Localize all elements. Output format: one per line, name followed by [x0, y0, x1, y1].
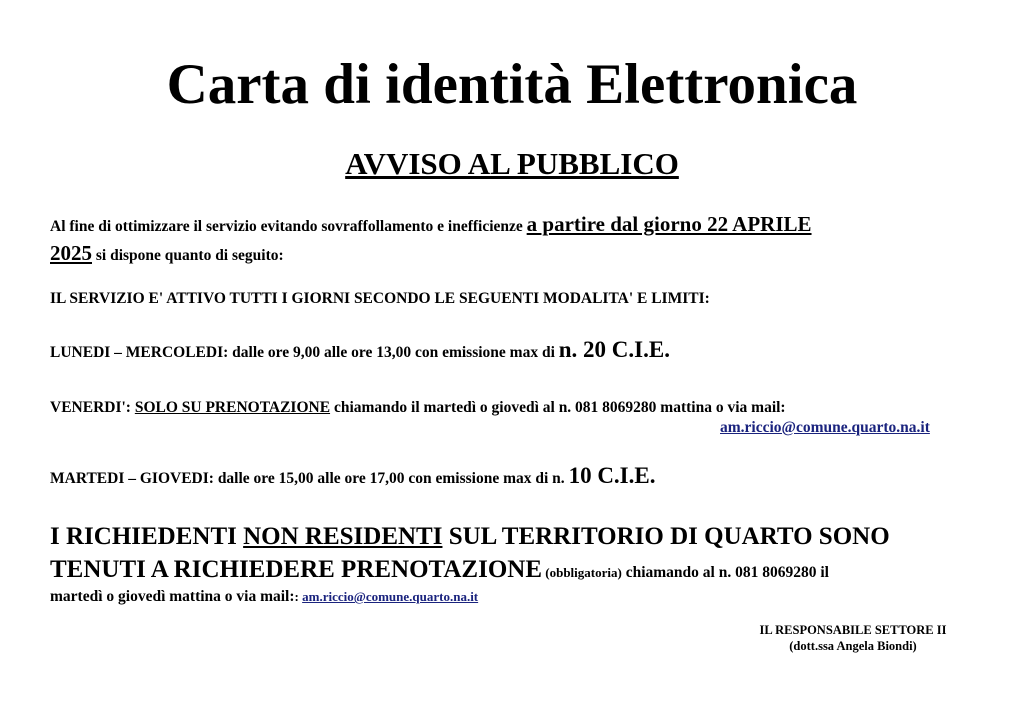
nonresident-text-b: SUL TERRITORIO DI QUARTO SONO	[442, 523, 890, 550]
nonresident-line-2	[50, 555, 829, 588]
tuesday-thursday-line	[50, 463, 656, 489]
tuesday-text: MARTEDI – GIOVEDI: dalle ore 15,00 alle ore 17,00 con emissione max di n.	[50, 470, 569, 487]
start-year-highlight: 2025	[50, 241, 92, 265]
friday-line	[50, 398, 786, 418]
friday-email-line	[720, 418, 930, 438]
signature-name: (dott.ssa Angela Biondi)	[789, 639, 917, 653]
monday-count: n. 20 C.I.E.	[558, 337, 670, 362]
nonresident-mandatory: (obbligatoria)	[542, 565, 622, 580]
notice-heading: AVVISO AL PUBBLICO	[345, 146, 679, 181]
intro-line-1	[50, 214, 812, 237]
intro-text: Al fine di ottimizzare il servizio evitando sovraffollamento e inefficienze	[50, 218, 527, 235]
intro-line-2	[50, 243, 284, 266]
monday-text: LUNEDI – MERCOLEDI: dalle ore 9,00 alle ore 13,00 con emissione max di	[50, 344, 559, 361]
friday-text: chiamando il martedì o giovedì al n. 081 8069280 mattina o via mail:	[330, 399, 786, 416]
friday-email-link[interactable]: am.riccio@comune.quarto.na.it	[720, 419, 930, 436]
nonresident-line-1	[50, 522, 890, 552]
nonresident-text-a: I RICHIEDENTI	[50, 523, 244, 550]
nonresident-booking: TENUTI A RICHIEDERE PRENOTAZIONE	[50, 556, 543, 583]
service-line: IL SERVIZIO E' ATTIVO TUTTI I GIORNI SECONDO LE SEGUENTI MODALITA' E LIMITI:	[50, 290, 710, 307]
intro-text-2: si dispone quanto di seguito:	[92, 247, 284, 264]
tuesday-count: 10 C.I.E.	[568, 463, 656, 488]
signature-role: IL RESPONSABILE SETTORE II	[759, 623, 947, 637]
nonresident-email-link[interactable]: am.riccio@comune.quarto.na.it	[302, 589, 479, 604]
start-date-highlight: a partire dal giorno 22 APRILE	[526, 212, 812, 236]
nonresident-phone-text: chiamando al n. 081 8069280 il	[621, 564, 829, 581]
page-title: Carta di identità Elettronica	[166, 53, 858, 116]
nonresident-underlined: NON RESIDENTI	[243, 523, 443, 550]
nonresident-mail-text: martedì o giovedì mattina o via mail:	[50, 588, 295, 605]
nonresident-line-3	[50, 587, 478, 607]
nonresident-mail-separator: :	[294, 589, 303, 604]
monday-wednesday-line	[50, 337, 670, 363]
friday-label: VENERDI':	[50, 399, 135, 416]
friday-booking: SOLO SU PRENOTAZIONE	[134, 399, 331, 416]
